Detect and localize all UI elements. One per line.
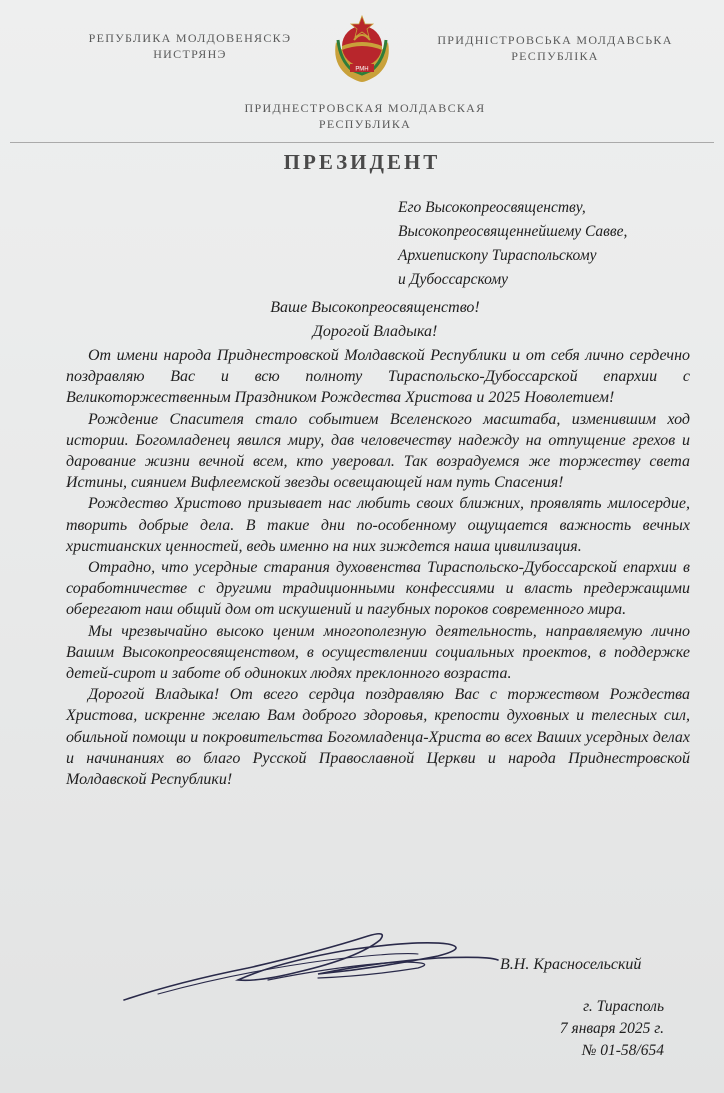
signer-name: В.Н. Красносельский [500, 956, 642, 973]
body-paragraph: Рождение Спасителя стало событием Вселенского масштаба, изменившим ход истории. Богомладенец явился миру, дав человечеству надежду на отпущение грехов и дарование жизни вечной всем, кто уверовал. Так возрадуемся же торжеству света Истины, сиянием Вифлеемской звезды освещающей нам путь Спасения! [66, 410, 690, 492]
header-moldovan-line2: НИСТРЯНЭ [153, 47, 227, 61]
document-number: № 01-58/654 [581, 1042, 664, 1059]
date: 7 января 2025 г. [559, 1020, 664, 1037]
header-ukrainian-line1: ПРИДНІСТРОВСЬКА МОЛДАВСЬКА [437, 33, 673, 47]
header-russian [200, 100, 530, 132]
emblem-label: РМН [355, 66, 369, 73]
header-russian-line2: РЕСПУБЛИКА [318, 117, 412, 131]
addressee-block [398, 196, 718, 292]
body-paragraph: Дорогой Владыка! От всего сердца поздравляю Вас с торжеством Рождества Христова, искренне желаю Вам доброго здоровья, крепости духовных и телесных сил, обильной помощи и покровительства Богомладенца-Христа во всех Ваших усердных делах и начинаниях во благо Русской Православной Церкви и народа Приднестровской Молдавской Республики! [66, 686, 690, 789]
addressee-line: и Дубоссарскому [398, 271, 509, 288]
letter-body [66, 345, 690, 790]
addressee-line: Его Высокопреосвященству, [398, 199, 586, 216]
header-moldovan [70, 30, 310, 62]
salutation-line: Ваше Высокопреосвященство! [270, 299, 480, 316]
body-paragraph: Мы чрезвычайно высоко ценим многополезную деятельность, направляемую лично Вашим Высокопреосвященством, в осуществлении социальных проектов, в поддержке детей-сирот и заботе об одиноких людях преклонного возраста. [66, 622, 690, 683]
header-divider [10, 142, 714, 143]
handwritten-signature [118, 922, 538, 1012]
addressee-line: Высокопреосвященнейшему Савве, [398, 223, 628, 240]
header-moldovan-line1: РЕПУБЛИКА МОЛДОВЕНЯСКЭ [88, 31, 292, 45]
addressee-line: Архиепископу Тираспольскому [398, 247, 597, 264]
header-ukrainian-line2: РЕСПУБЛІКА [511, 49, 599, 63]
body-paragraph: Рождество Христово призывает нас любить своих ближних, проявлять милосердие, творить добрые дела. В такие дни по-особенному ощущается важность вечных христианских ценностей, ведь именно на них зиждется наша цивилизация. [66, 495, 690, 555]
place-date-number [480, 996, 664, 1062]
salutation-line: Дорогой Владыка! [312, 323, 438, 340]
header-russian-line1: ПРИДНЕСТРОВСКАЯ МОЛДАВСКАЯ [244, 101, 486, 115]
state-emblem [328, 12, 396, 86]
place: г. Тирасполь [583, 998, 664, 1015]
header-ukrainian [420, 32, 690, 64]
body-paragraph: Отрадно, что усердные старания духовенства Тираспольско-Дубоссарской епархии в соработничестве с другими традиционными конфессиями и власть предержащими оберегают наш общий дом от искушений и пагубных пороков современного мира. [66, 559, 690, 619]
salutation [225, 296, 525, 344]
body-paragraph: От имени народа Приднестровской Молдавской Республики и от себя лично сердечно поздравляю Вас и всю полноту Тираспольско-Дубоссарской епархии с Великоторжественным Праздником Рождества Христова и 2025 Новолетием! [66, 347, 690, 407]
letter-title: ПРЕЗИДЕНТ [283, 150, 441, 174]
